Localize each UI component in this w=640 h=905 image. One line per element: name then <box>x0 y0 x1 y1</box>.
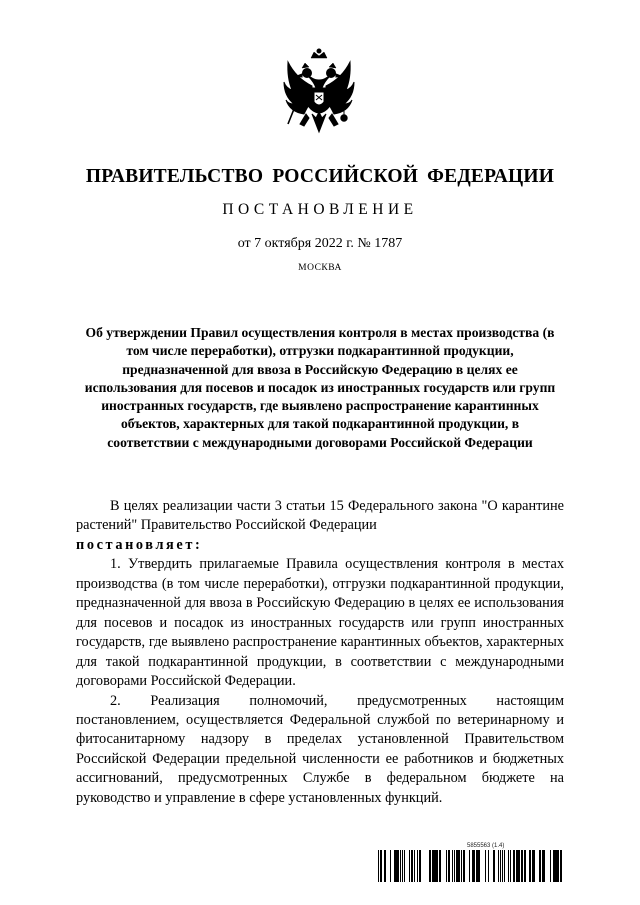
item-2: 2. Реализация полномочий, предусмотренных настоящим постановлением, осуществляется Федеральной службой по ветеринарному и фитосанитарному надзору в пределах установленной Правительством Российской Федерации предельной численности ее работников и бюджетных ассигнований, предусмотренных Службе в федеральном бюджете на руководство и управление в сфере установленных функций. <box>76 692 564 806</box>
barcode-number: 5855563 (1.4) <box>467 843 505 849</box>
intro-paragraph <box>76 497 564 536</box>
decree-word: постановляет: <box>76 536 203 553</box>
barcode-icon <box>378 850 564 882</box>
item-1: 1. Утвердить прилагаемые Правила осуществления контроля в местах производства (в том числе переработки), отгрузки подкарантинной продукции, предназначенной для ввоза в Российскую Федерацию в целях ее использования для посевов и посадок из иностранных государств или групп иностранных государств, где выявлено распространение карантинных объектов, характерных для такой подкарантинной продукции, в соответствии с международными договорами Российской Федерации. <box>76 556 564 690</box>
intro-text: В целях реализации части 3 статьи 15 Федерального закона "О карантине растений" Правительство Российской Федерации <box>76 498 564 534</box>
document-type: ПОСТАНОВЛЕНИЕ <box>222 201 418 218</box>
coat-of-arms-icon <box>278 48 360 148</box>
date-and-number: от 7 октября 2022 г. № 1787 <box>237 236 403 251</box>
document-body <box>76 497 564 808</box>
decree-paragraph <box>76 536 564 555</box>
document-subject: Об утверждении Правил осуществления контроля в местах производства (в том числе переработки), отгрузки подкарантинной продукции, предназначенной для ввоза в Российскую Федерацию в целях ее использования для посевов и посадок из иностранных государств или групп иностранных государств, где выявлено распространение карантинных объектов, характерных для такой подкарантинной продукции, в соответствии с международными договорами Российской Федерации <box>84 325 556 450</box>
city: МОСКВА <box>298 263 342 273</box>
government-title: ПРАВИТЕЛЬСТВО РОССИЙСКОЙ ФЕДЕРАЦИИ <box>85 166 555 187</box>
